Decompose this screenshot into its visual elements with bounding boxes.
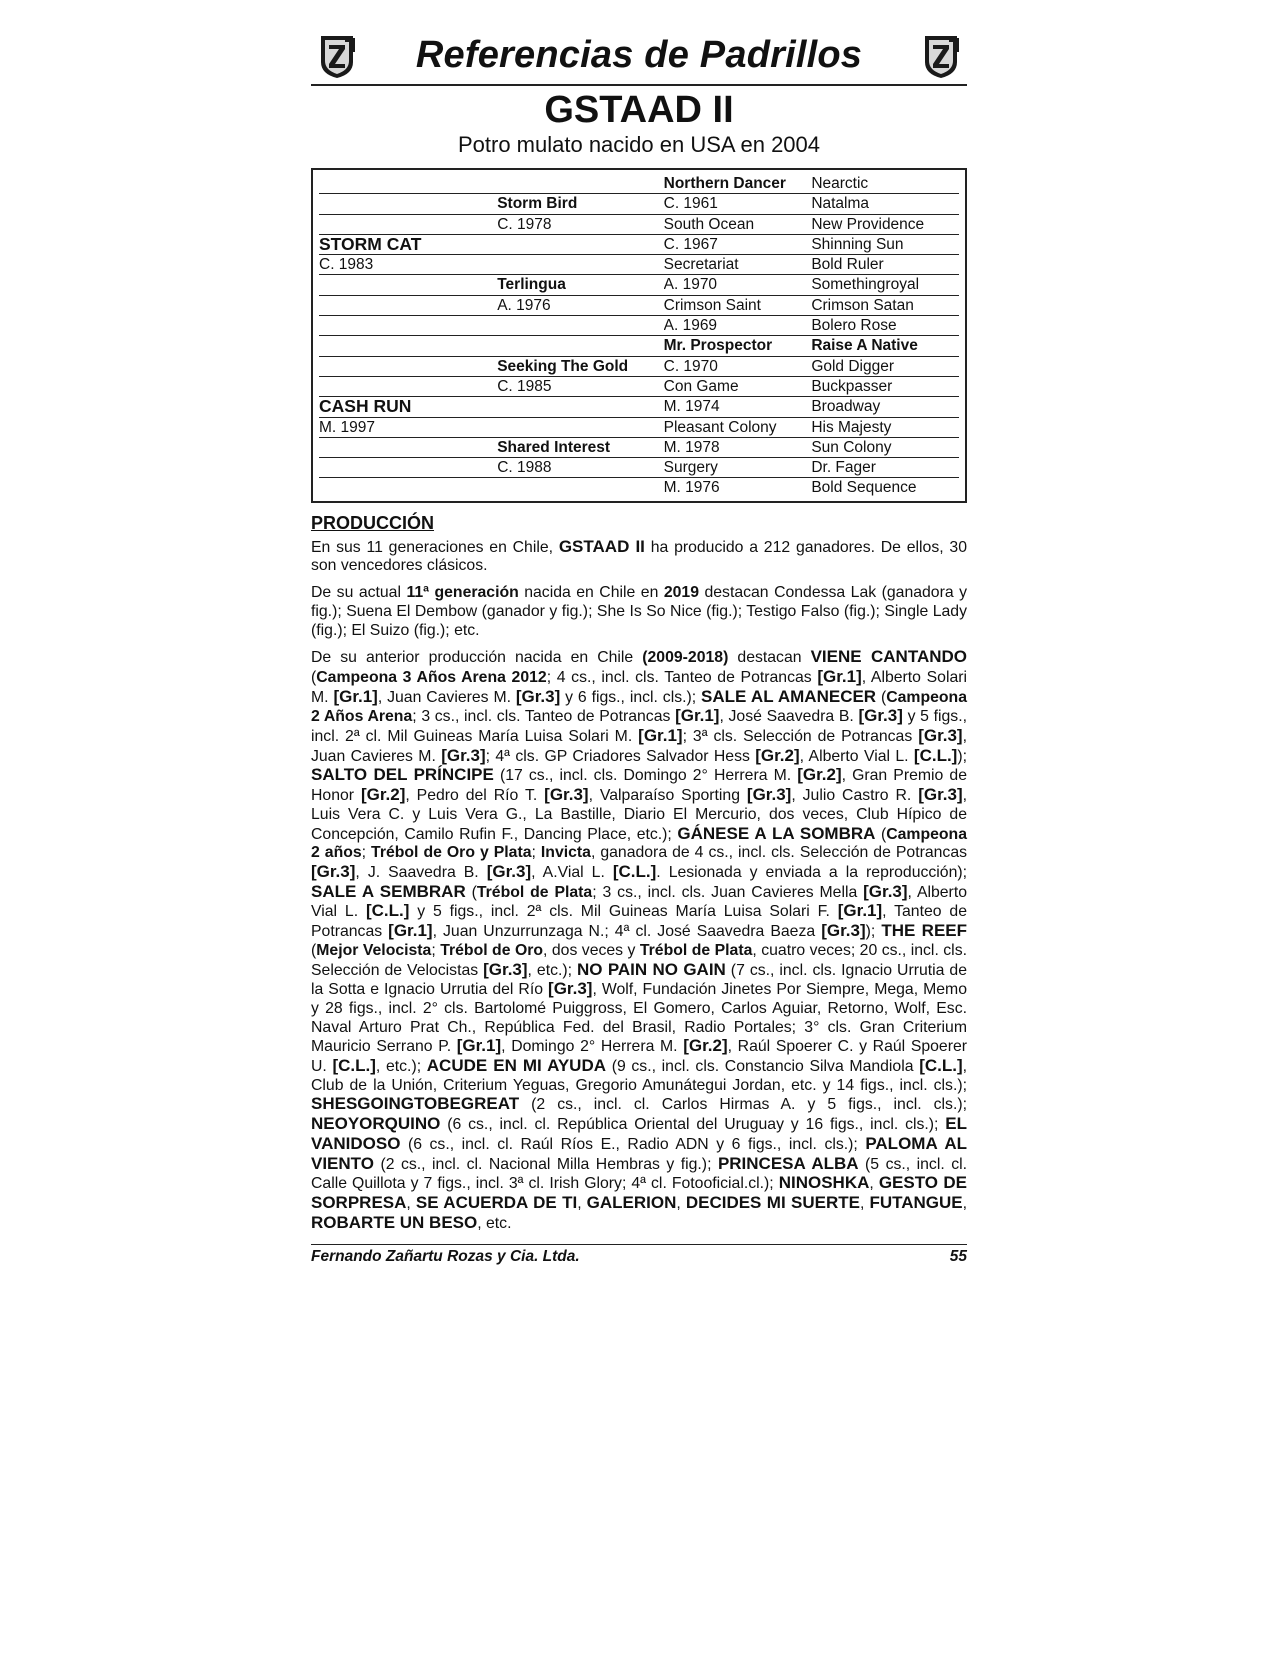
text-run: ); [865,923,882,941]
pedigree-cell [319,194,497,213]
pedigree-cell: Seeking The Gold [497,357,629,375]
text-run: Campeona 2 Años Arena [311,688,967,726]
pedigree-row [319,255,959,275]
pedigree-cell: Surgery [663,459,718,477]
pedigree-cell: Sun Colony [811,438,892,456]
pedigree-row [319,478,959,497]
pedigree-cell [319,215,497,234]
pedigree-cell [497,418,663,437]
pedigree-row [319,458,959,478]
text-run: , Alberto Vial L. [799,747,914,765]
pedigree-cell [497,336,663,355]
text-run: ha producido a 212 ganadores. De ellos, 30 son vencedores clásicos. [311,538,967,575]
text-run: ( [876,688,887,706]
grade-label: [Gr.2] [360,785,406,805]
text-run: ( [311,941,317,959]
grade-label: [Gr.3] [918,785,963,805]
text-run: y 5 figs., incl. 2ª cls. Mil Guineas María Luisa Solari F. [409,903,838,921]
page-footer [311,1244,967,1266]
pedigree-cell: Bold Ruler [811,256,884,274]
text-run: 2019 [663,584,699,602]
text-run: Trébol de Oro [440,941,544,959]
text-run: , dos veces y [543,941,640,959]
text-run: , Alberto Vial L. [311,883,967,921]
text-run: , J. Saavedra B. [355,864,487,881]
production-paragraph-3 [311,648,967,1233]
horse-name-inline: SHESGOINGTOBEGREAT [311,1094,520,1114]
pedigree-cell: C. 1967 [663,235,718,253]
pedigree-row [319,296,959,316]
grade-label: [Gr.3] [821,921,866,941]
pedigree-row [319,194,959,214]
pedigree-cell: Secretariat [663,256,739,274]
pedigree-cell: Northern Dancer [663,175,786,192]
pedigree-cell: Con Game [663,377,739,395]
pedigree-cell: Broadway [811,398,881,416]
pedigree-cell: Nearctic [811,175,869,192]
grade-label: [Gr.3] [483,959,528,979]
text-run: ; [431,941,441,959]
text-run: , etc.); [375,1058,427,1076]
text-run: , etc. [477,1214,512,1232]
document-page [311,26,967,1233]
text-run: , [869,1175,879,1193]
text-run: , Luis Vera C. y Luis Vera G., La Bastille, Diario El Mercurio, dos veces, Club Hípico de Concepción, Camilo Rufin F., Dancing Place, etc.); [311,787,968,843]
pedigree-cell: Crimson Saint [663,296,761,314]
text-run: y 6 figs., incl. cls.); [560,688,702,706]
text-run: ); [957,747,967,765]
pedigree-cell [497,174,663,193]
grade-label: [C.L.] [332,1056,376,1076]
grade-label: [Gr.3] [918,726,963,746]
pedigree-cell: His Majesty [811,418,892,436]
grade-label: [Gr.3] [486,862,532,881]
text-run: , ganadora de 4 cs., incl. cls. Selección de Potrancas [590,844,968,862]
text-run: , A.Vial L. [531,864,613,881]
text-run: (2009-2018) [642,649,729,667]
text-run: (9 cs., incl. cls. Constancio Silva Mandiola [606,1058,920,1076]
pedigree-cell [497,397,663,416]
pedigree-cell: M. 1974 [663,398,720,416]
horse-name-inline: GSTAAD II [558,536,645,556]
pedigree-row [319,174,959,194]
pedigree-cell: Gold Digger [811,357,895,375]
section-heading: PRODUCCIÓN [311,512,435,533]
pedigree-cell: M. 1997 [319,418,376,436]
pedigree-cell [319,174,497,193]
horse-name-inline: PRINCESA ALBA [717,1153,859,1173]
grade-label: [Gr.3] [544,785,589,805]
text-run: (5 cs., incl. cl. Calle Quillota y 7 figs., incl. 3ª cl. Irish Glory; 4ª cl. Fotooficial.cl.); [311,1155,967,1193]
text-run: , Raúl Spoerer C. y Raúl Spoerer U. [311,1038,968,1076]
grade-label: [C.L.] [919,1056,963,1076]
horse-name-inline: SALTO DEL PRÍNCIPE [311,765,494,785]
text-run: ( [875,825,887,843]
horse-name-inline: NEOYORQUINO [311,1114,441,1134]
grade-label: [C.L.] [612,862,657,881]
grade-label: [Gr.1] [817,666,862,686]
grade-label: [Gr.2] [797,765,842,785]
horse-name-inline: FUTANGUE [869,1192,963,1212]
text-run: (7 cs., incl. cls. Ignacio Urrutia de la Sotta e Ignacio Urrutia del Río [311,961,968,999]
pedigree-cell: STORM CAT [319,234,422,254]
grade-label: [Gr.1] [456,1036,502,1056]
grade-label: [C.L.] [365,901,410,921]
text-run: (2 cs., incl. cl. Carlos Hirmas A. y 5 figs., incl. cls.); [519,1096,967,1114]
text-run: , Alberto Solari M. [311,668,968,706]
text-run: Campeona 2 años [311,825,967,862]
pedigree-cell: C. 1961 [663,195,718,213]
pedigree-row [319,357,959,377]
text-run: , [962,1194,968,1212]
pedigree-cell [319,296,497,315]
text-run: destacan [728,649,811,667]
header-title: Referencias de Padrillos [415,34,863,76]
text-run: , [676,1194,686,1212]
pedigree-cell [497,316,663,335]
pedigree-cell: A. 1970 [663,276,718,294]
pedigree-cell [319,336,497,355]
pedigree-cell: Natalma [811,195,870,213]
grade-label: [Gr.1] [388,921,433,941]
pedigree-cell: C. 1983 [319,256,374,274]
horse-name-inline: PALOMA AL VIENTO [311,1133,967,1173]
grade-label: [Gr.3] [858,706,903,726]
text-run: ; 4 cs., incl. cls. Tanteo de Potrancas [546,668,818,686]
text-run: , Club de la Unión, Criterium Yeguas, Gregorio Amunátegui Jordan, etc. y 14 figs., incl. cls.); [311,1058,968,1094]
text-run: Invicta [540,844,591,862]
pedigree-cell [497,235,663,254]
pedigree-row [319,215,959,235]
pedigree-cell: M. 1978 [663,438,720,456]
text-run: ; 3 cs., incl. cls. Tanteo de Potrancas [412,708,676,726]
logo-icon [919,32,963,80]
pedigree-cell: Dr. Fager [811,459,876,477]
horse-name-inline: ACUDE EN MI AYUDA [426,1056,607,1076]
grade-label: [Gr.3] [863,881,908,901]
horse-name-inline: NO PAIN NO GAIN [577,959,726,979]
horse-name-inline: EL VANIDOSO [311,1114,967,1153]
grade-label: [Gr.3] [746,785,792,805]
horse-name-inline: GÁNESE A LA SOMBRA [677,823,876,843]
text-run: , Juan Unzurrunzaga N.; 4ª cl. José Saavedra Baeza [432,923,822,941]
text-run: , Gran Premio de Honor [311,767,967,805]
text-run: , Pedro del Río T. [405,787,545,805]
text-run: (6 cs., incl. cl. República Oriental del Uruguay y 16 figs., incl. cls.); [440,1116,946,1134]
pedigree-cell [319,275,497,294]
grade-label: [Gr.1] [675,706,720,726]
text-run: destacan Condessa Lak (ganadora y fig.); Suena El Dembow (ganador y fig.); She Is So Nice (fig.); Testigo Falso (fig.); Single Lady (fig.); El Suizo (fig.); etc. [311,584,968,639]
text-run: 11ª generación [406,584,519,602]
text-run: ( [311,668,317,686]
text-run: (17 cs., incl. cls. Domingo 2° Herrera M. [493,767,798,785]
pedigree-cell: C. 1985 [497,377,552,395]
page-header [311,26,967,86]
pedigree-row [319,316,959,336]
text-run: Campeona 3 Años Arena 2012 [316,668,547,686]
text-run: , Valparaíso Sporting [588,787,747,805]
pedigree-cell: Raise A Native [811,337,918,355]
pedigree-cell: Crimson Satan [811,296,914,314]
text-run: (2 cs., incl. cl. Nacional Milla Hembras y fig.); [373,1155,718,1173]
pedigree-cell [497,478,663,497]
pedigree-row [319,377,959,397]
grade-label: [Gr.3] [311,862,356,881]
pedigree-row [319,275,959,295]
pedigree-cell: South Ocean [663,215,755,233]
pedigree-cell [319,478,497,497]
text-run: . Lesionada y enviada a la reproducción); [656,864,968,881]
horse-name-inline: SALE AL AMANECER [701,686,877,706]
text-run: Trébol de Plata [639,941,753,959]
text-run: ; 3ª cls. Selección de Potrancas [682,728,919,746]
text-run: ; 3 cs., incl. cls. Juan Cavieres Mella [592,883,864,901]
page-number: 55 [949,1248,967,1265]
text-run: ; [531,844,541,862]
text-run: , Julio Castro R. [791,787,919,805]
pedigree-cell: Somethingroyal [811,276,920,294]
text-run: De su anterior producción nacida en Chile [311,649,643,667]
horse-subtitle: Potro mulato nacido en USA en 2004 [457,132,821,157]
grade-label: [Gr.1] [638,726,683,746]
pedigree-cell [319,357,497,376]
pedigree-cell: Buckpasser [811,377,893,395]
pedigree-cell: Terlingua [497,276,566,294]
text-run: (6 cs., incl. cl. Raúl Ríos E., Radio ADN y 6 figs., incl. cls.); [400,1135,866,1153]
pedigree-cell: Mr. Prospector [663,337,773,355]
pedigree-cell: Shinning Sun [811,235,904,253]
pedigree-cell: Shared Interest [497,438,611,456]
pedigree-cell: M. 1976 [663,479,720,497]
pedigree-row [319,336,959,356]
pedigree-cell [319,458,497,477]
pedigree-cell: Bolero Rose [811,317,897,335]
text-run: , [860,1194,870,1212]
text-run: , etc.); [527,961,578,979]
pedigree-cell: Pleasant Colony [663,418,777,436]
production-paragraph-1 [311,538,967,576]
text-run: , cuatro veces; 20 cs., incl. cls. Selección de Velocistas [311,941,967,979]
horse-name-inline: DECIDES MI SUERTE [685,1192,861,1212]
horse-name: GSTAAD II [544,89,734,131]
horse-name-inline: GALERION [586,1192,677,1212]
pedigree-cell: New Providence [811,215,925,233]
pedigree-cell [497,255,663,274]
pedigree-cell: A. 1969 [663,317,718,335]
text-run: Trébol de Plata [476,883,593,901]
horse-name-inline: VIENE CANTANDO [810,647,967,667]
pedigree-table [311,168,967,503]
grade-label: [Gr.1] [837,901,883,921]
horse-name-inline: GESTO DE SORPRESA [311,1173,967,1212]
pedigree-cell: Storm Bird [497,195,578,213]
pedigree-cell: C. 1970 [663,357,718,375]
text-run: , [406,1194,416,1212]
pedigree-cell [319,377,497,396]
horse-name-inline: ROBARTE UN BESO [311,1212,478,1232]
pedigree-row [319,235,959,255]
pedigree-cell: A. 1976 [497,296,551,314]
text-run: De su actual [311,584,407,602]
text-run: , [577,1194,587,1212]
grade-label: [Gr.3] [441,745,486,765]
horse-name-inline: SALE A SEMBRAR [311,881,466,901]
footer-company: Fernando Zañartu Rozas y Cia. Ltda. [311,1248,580,1265]
text-run: Trébol de Oro y Plata [371,844,532,862]
text-run: ; 4ª cls. GP Criadores Salvador Hess [485,747,756,765]
text-run: , Domingo 2° Herrera M. [501,1038,684,1056]
horse-name-inline: THE REEF [881,921,968,941]
grade-label: [Gr.3] [515,686,561,706]
text-run: Mejor Velocista [316,941,432,959]
pedigree-cell: Bold Sequence [811,479,917,497]
pedigree-cell: CASH RUN [319,397,412,417]
pedigree-cell [319,316,497,335]
text-run: ( [465,883,477,901]
pedigree-row [319,397,959,417]
grade-label: [Gr.2] [683,1036,728,1056]
pedigree-row [319,438,959,458]
pedigree-row [319,418,959,438]
text-run: , Juan Cavieres M. [377,688,516,706]
text-run: En sus 11 generaciones en Chile, [311,538,559,556]
grade-label: [Gr.2] [755,745,800,765]
production-paragraph-2 [311,584,967,640]
grade-label: [C.L.] [913,745,958,765]
text-run: , José Saavedra B. [719,708,859,726]
grade-label: [Gr.3] [548,979,593,999]
text-run: , Juan Cavieres M. [311,728,967,765]
text-run: , Tanteo de Potrancas [311,903,967,941]
text-run: nacida en Chile en [518,584,664,602]
horse-name-inline: SE ACUERDA DE TI [415,1192,578,1212]
text-run: y 5 figs., incl. 2ª cl. Mil Guineas María Luisa Solari M. [311,708,967,746]
pedigree-cell: C. 1978 [497,215,552,233]
pedigree-cell [319,438,497,457]
text-run: , Wolf, Fundación Jinetes Por Siempre, Mega, Memo y 28 figs., incl. 2° cls. Bartolomé Puiggross, El Gomero, Carlos Aguiar, Retorno, Wolf, Esc. Naval Arturo Prat Ch., República Fed. del Brasil, Radio Portales; 3° cls. Gran Criterium Mauricio Serrano P. [311,981,967,1056]
horse-name-inline: NINOSHKA [778,1173,870,1193]
grade-label: [Gr.1] [333,686,378,706]
text-run: ; [361,844,372,862]
pedigree-cell: C. 1988 [497,459,552,477]
